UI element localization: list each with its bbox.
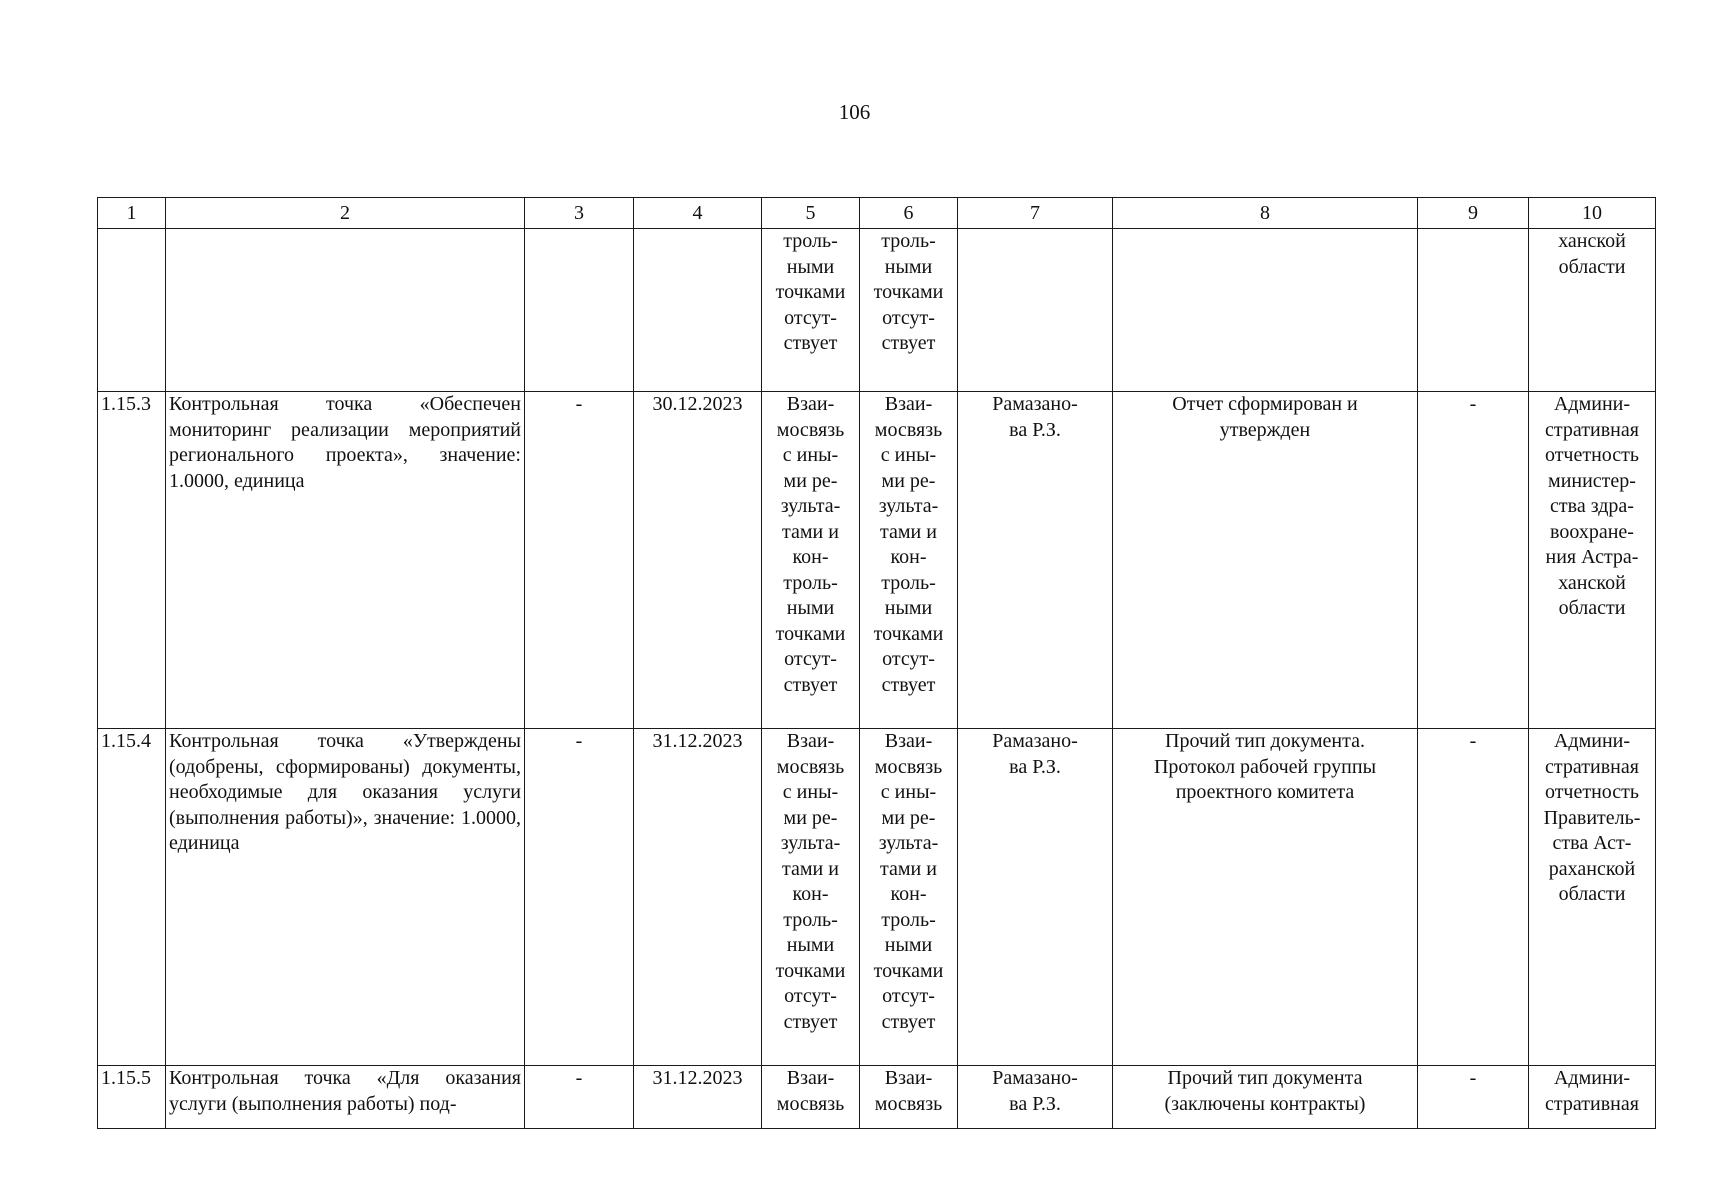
column-header: 2 [166, 198, 525, 229]
row-number: 1.15.3 [98, 392, 166, 729]
row-number: 1.15.4 [98, 729, 166, 1066]
column-header: 7 [958, 198, 1113, 229]
column-header: 1 [98, 198, 166, 229]
results-table [97, 197, 1656, 1129]
reporting-cell: Админи- стративная [1529, 1066, 1656, 1129]
column-header: 5 [762, 198, 860, 229]
col9-value: - [1418, 729, 1529, 1066]
col3-value: - [525, 392, 634, 729]
responsible-cell: Рамазано- ва Р.З. [958, 392, 1113, 729]
continuation-row [98, 229, 1656, 392]
column-header: 10 [1529, 198, 1656, 229]
row-description: Контрольная точка «Обеспечен мониторинг реализации мероприятий регионального проекта», значение: 1.0000, единица [166, 392, 525, 729]
header-row [98, 198, 1656, 229]
relationship-cell: Взаи- мосвязь с ины- ми ре- зульта- тами и кон- троль- ными точками отсут- ствует [860, 392, 958, 729]
col9-value: - [1418, 392, 1529, 729]
row-number: 1.15.5 [98, 1066, 166, 1129]
date-cell: 30.12.2023 [634, 392, 762, 729]
document-cell: Отчет сформирован и утвержден [1113, 392, 1418, 729]
relationship-cell: Взаи- мосвязь [762, 1066, 860, 1129]
page-number: 106 [838, 100, 871, 124]
date-cell: 31.12.2023 [634, 729, 762, 1066]
column-header: 9 [1418, 198, 1529, 229]
row-description: Контрольная точка «Утверждены (одобрены, сформированы) документы, необходимые для оказания услуги (выполнения работы)», значение: 1.0000, единица [166, 729, 525, 1066]
column-header: 4 [634, 198, 762, 229]
relationship-cell: Взаи- мосвязь с ины- ми ре- зульта- тами и кон- троль- ными точками отсут- ствует [762, 392, 860, 729]
table-row [98, 392, 1656, 729]
table-row [98, 1066, 1656, 1129]
document-cell: Прочий тип документа. Протокол рабочей группы проектного комитета [1113, 729, 1418, 1066]
relationship-cell: троль- ными точками отсут- ствует [762, 229, 860, 392]
date-cell: 31.12.2023 [634, 1066, 762, 1129]
document-cell: Прочий тип документа (заключены контракты) [1113, 1066, 1418, 1129]
column-header: 3 [525, 198, 634, 229]
col3-value: - [525, 729, 634, 1066]
relationship-cell: Взаи- мосвязь с ины- ми ре- зульта- тами и кон- троль- ными точками отсут- ствует [762, 729, 860, 1066]
column-header: 6 [860, 198, 958, 229]
relationship-cell: Взаи- мосвязь с ины- ми ре- зульта- тами и кон- троль- ными точками отсут- ствует [860, 729, 958, 1066]
col9-value: - [1418, 1066, 1529, 1129]
reporting-cell: ханской области [1529, 229, 1656, 392]
table-row [98, 729, 1656, 1066]
responsible-cell: Рамазано- ва Р.З. [958, 1066, 1113, 1129]
column-header: 8 [1113, 198, 1418, 229]
reporting-cell: Админи- стративная отчетность Правитель- ства Аст- раханской области [1529, 729, 1656, 1066]
reporting-cell: Админи- стративная отчетность министер- ства здра- воохране- ния Астра- ханской области [1529, 392, 1656, 729]
relationship-cell: Взаи- мосвязь [860, 1066, 958, 1129]
responsible-cell: Рамазано- ва Р.З. [958, 729, 1113, 1066]
relationship-cell: троль- ными точками отсут- ствует [860, 229, 958, 392]
row-description: Контрольная точка «Для оказания услуги (выполнения работы) под- [166, 1066, 525, 1129]
col3-value: - [525, 1066, 634, 1129]
